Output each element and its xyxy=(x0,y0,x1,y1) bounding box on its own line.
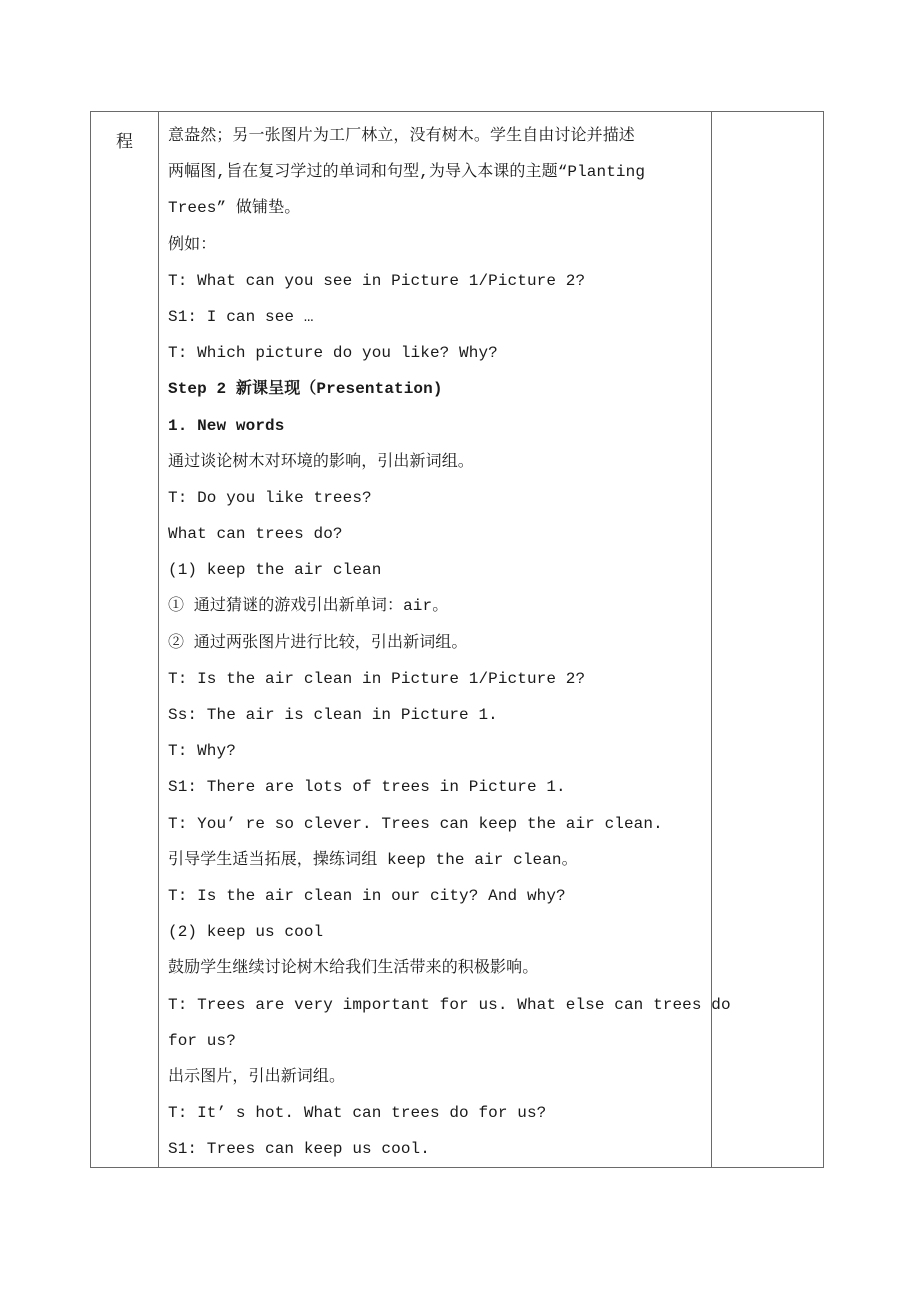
step-heading: Step 2 新课呈现（Presentation) xyxy=(168,380,443,399)
dialogue-line: Ss: The air is clean in Picture 1. xyxy=(168,706,498,724)
dialogue-line: for us? xyxy=(168,1031,236,1050)
content-line: 鼓励学生继续讨论树木给我们生活带来的积极影响。 xyxy=(168,959,539,978)
dialogue-line: T: Why? xyxy=(168,742,236,761)
content-line: ② 通过两张图片进行比较，引出新词组。 xyxy=(168,633,468,652)
row-label-cell xyxy=(91,112,159,1168)
content-line: 通过谈论树木对环境的影响，引出新词组。 xyxy=(168,452,474,471)
table-row xyxy=(91,112,824,1168)
content-line: 出示图片，引出新词组。 xyxy=(168,1067,346,1086)
content-line: ① 通过猜谜的游戏引出新单词：air。 xyxy=(168,597,449,616)
content-cell xyxy=(159,112,731,1168)
content-line: 意盎然；另一张图片为工厂林立，没有树木。学生自由讨论并描述 xyxy=(168,127,635,145)
dialogue-line: T: Is the air clean in Picture 1/Picture 2? xyxy=(168,669,586,688)
dialogue-line: T: Trees are very important for us. What else can trees do xyxy=(168,995,731,1014)
dialogue-line: T: You’ re so clever. Trees can keep the air clean. xyxy=(168,814,663,833)
dialogue-line: What can trees do? xyxy=(168,525,343,544)
dialogue-line: T: Which picture do you like? Why? xyxy=(168,344,498,363)
dialogue-line: T: Is the air clean in our city? And why? xyxy=(168,886,566,905)
dialogue-line: S1: There are lots of trees in Picture 1. xyxy=(168,778,566,797)
content-line: Trees” 做铺垫。 xyxy=(168,199,301,218)
lesson-plan-table xyxy=(90,111,824,1168)
dialogue-line: T: Do you like trees? xyxy=(168,488,372,507)
content-line: 例如： xyxy=(168,235,217,254)
dialogue-line: T: It’ s hot. What can trees do for us? xyxy=(168,1104,547,1123)
content-line: 引导学生适当拓展，操练词组 keep the air clean。 xyxy=(168,850,578,869)
dialogue-line: S1: Trees can keep us cool. xyxy=(168,1140,430,1159)
row-label: 程 xyxy=(116,132,133,152)
dialogue-line: S1: I can see … xyxy=(168,307,314,326)
content-line: 两幅图,旨在复习学过的单词和句型,为导入本课的主题“Planting xyxy=(168,163,646,182)
dialogue-line: T: What can you see in Picture 1/Picture 2? xyxy=(168,271,586,290)
section-heading: 1. New words xyxy=(168,416,285,435)
phrase-heading: (2) keep us cool xyxy=(168,923,324,942)
phrase-heading: (1) keep the air clean xyxy=(168,561,382,580)
